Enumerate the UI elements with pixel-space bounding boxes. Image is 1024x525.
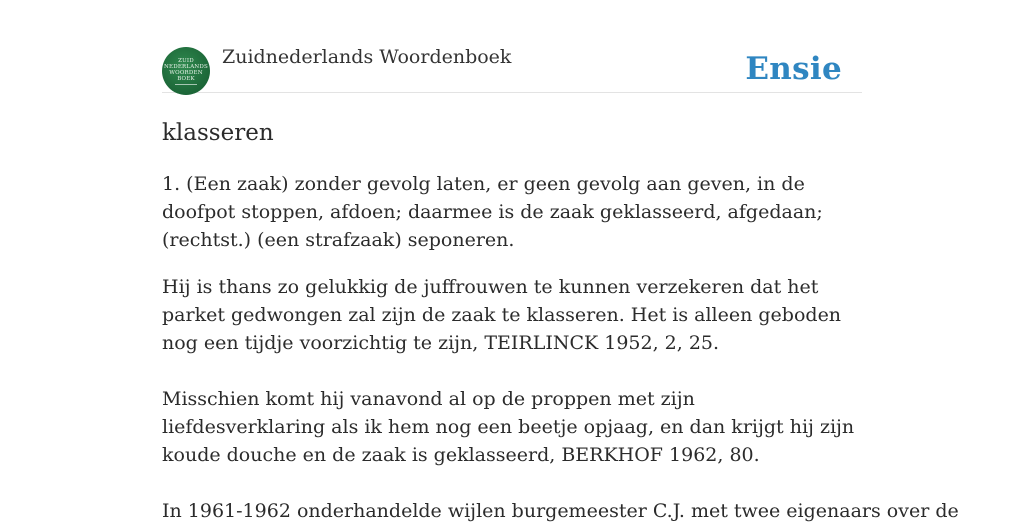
dictionary-name[interactable]: Zuidnederlands Woordenboek <box>222 46 512 68</box>
quote: Misschien komt hij vanavond al op de proppen met zijn liefdesverklaring als ik hem nog een beetje opjaag, en dan krijgt hij zijn koude douche en de zaak is geklasseerd, BERKHOF 1962, 80. <box>162 388 855 466</box>
logo-line: WOORDEN <box>169 69 203 76</box>
logo-rule <box>175 84 197 85</box>
logo-line: NEDERLANDS <box>163 63 208 70</box>
header <box>162 0 862 93</box>
quote: In 1961-1962 onderhandelde wijlen burgemeester C.J. met twee eigenaars over de <box>162 500 959 522</box>
dictionary-logo[interactable] <box>162 47 210 95</box>
quote: Hij is thans zo gelukkig de juffrouwen te kunnen verzekeren dat het parket gedwongen zal zijn de zaak te klasseren. Het is alleen geboden nog een tijdje voorzichtig te zijn, TEIRLINCK 1952, 2, 25. <box>162 276 842 354</box>
logo-line: ZUID <box>178 57 194 64</box>
headword: klasseren <box>162 120 274 146</box>
brand-logo-link[interactable]: Ensie <box>745 51 842 87</box>
entry-card <box>162 0 959 525</box>
definition: 1. (Een zaak) zonder gevolg laten, er geen gevolg aan geven, in de doofpot stoppen, afdoen; daarmee is de zaak geklasseerd, afgedaan; (rechtst.) (een strafzaak) seponeren. <box>162 173 823 251</box>
logo-line: BOEK <box>177 75 195 82</box>
